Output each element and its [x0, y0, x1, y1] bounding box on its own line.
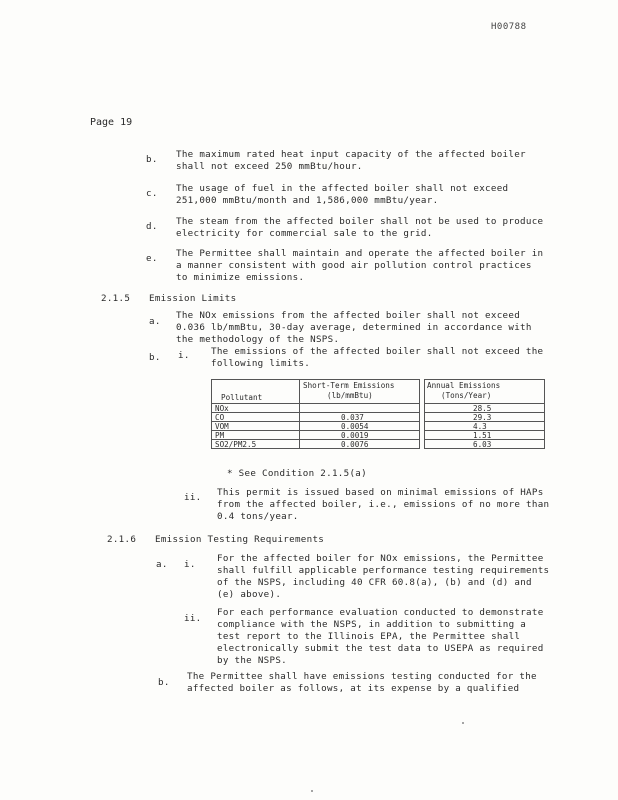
item-text: of the NSPS, including 40 CFR 60.8(a), (b) and (d) and — [217, 577, 532, 588]
cell-short-term: 0.0076 — [341, 440, 369, 449]
item-marker: b. — [149, 352, 161, 363]
column-header-short-term: Short-Term Emissions — [303, 381, 395, 390]
item-marker: d. — [146, 221, 158, 232]
cell-pollutant: PM — [215, 431, 225, 440]
item-text: 0.4 tons/year. — [217, 511, 299, 522]
column-header-annual-unit: (Tons/Year) — [441, 391, 492, 400]
item-text: affected boiler as follows, at its expense by a qualified — [187, 683, 520, 694]
item-text: electronically submit the test data to USEPA as required — [217, 643, 544, 654]
item-text: The emissions of the affected boiler shall not exceed the — [211, 346, 544, 357]
cell-annual: 29.3 — [473, 413, 492, 422]
cell-short-term: 0.037 — [341, 413, 364, 422]
item-text: 251,000 mmBtu/month and 1,586,000 mmBtu/year. — [176, 195, 439, 206]
cell-short-term: 0.0054 — [341, 422, 369, 431]
item-text: The Permittee shall maintain and operate the affected boiler in — [176, 248, 544, 259]
cell-annual: 1.51 — [473, 431, 492, 440]
item-text: (e) above). — [217, 589, 282, 600]
cell-pollutant: CO — [215, 413, 225, 422]
item-text: test report to the Illinois EPA, the Permittee shall — [217, 631, 521, 642]
item-text: The Permittee shall have emissions testing conducted for the — [187, 671, 537, 682]
cell-short-term: 0.0019 — [341, 431, 369, 440]
emission-limits-table — [211, 377, 544, 452]
item-text: compliance with the NSPS, in addition to submitting a — [217, 619, 527, 630]
table-footnote: * See Condition 2.1.5(a) — [227, 468, 367, 479]
item-text: For each performance evaluation conducted to demonstrate — [217, 607, 544, 618]
column-header-annual: Annual Emissions — [427, 381, 501, 390]
item-text: to minimize emissions. — [176, 272, 305, 283]
section-number: 2.1.6 — [107, 534, 137, 545]
cell-pollutant: SO2/PM2.5 — [215, 440, 257, 449]
scan-speck — [462, 722, 464, 724]
item-text: a manner consistent with good air pollution control practices — [176, 260, 532, 271]
item-text: 0.036 lb/mmBtu, 30-day average, determined in accordance with — [176, 322, 532, 333]
column-header-short-term-unit: (lb/mmBtu) — [327, 391, 373, 400]
section-number: 2.1.5 — [101, 293, 131, 304]
item-text: from the affected boiler, i.e., emissions of no more than — [217, 499, 550, 510]
item-marker: b. — [158, 677, 170, 688]
item-text: the methodology of the NSPS. — [176, 334, 340, 345]
item-text: The steam from the affected boiler shall not be used to produce — [176, 216, 544, 227]
item-text: by the NSPS. — [217, 655, 287, 666]
cell-annual: 28.5 — [473, 404, 492, 413]
item-marker: a. — [149, 316, 161, 327]
item-marker: ii. — [184, 492, 202, 503]
cell-annual: 4.3 — [473, 422, 487, 431]
item-sub-marker: i. — [178, 350, 190, 361]
item-text: The maximum rated heat input capacity of the affected boiler — [176, 149, 526, 160]
item-marker: b. — [146, 154, 158, 165]
item-text: shall fulfill applicable performance testing requirements — [217, 565, 550, 576]
section-title: Emission Testing Requirements — [155, 534, 325, 545]
item-marker: c. — [146, 188, 158, 199]
cell-pollutant: NOx — [215, 404, 229, 413]
item-text: For the affected boiler for NOx emissions, the Permittee — [217, 553, 544, 564]
item-text: shall not exceed 250 mmBtu/hour. — [176, 161, 363, 172]
page-number: Page 19 — [90, 117, 133, 128]
column-header-pollutant: Pollutant — [221, 393, 263, 402]
item-marker: e. — [146, 253, 158, 264]
item-text: electricity for commercial sale to the grid. — [176, 228, 433, 239]
document-id: H00788 — [491, 22, 527, 32]
cell-annual: 6.03 — [473, 440, 492, 449]
item-marker: ii. — [184, 613, 202, 624]
item-text: The usage of fuel in the affected boiler shall not exceed — [176, 183, 509, 194]
item-text: following limits. — [211, 358, 311, 369]
cell-pollutant: VOM — [215, 422, 229, 431]
item-marker: a. — [156, 559, 168, 570]
item-sub-marker: i. — [184, 559, 196, 570]
item-text: This permit is issued based on minimal emissions of HAPs — [217, 487, 544, 498]
scan-speck — [311, 790, 313, 792]
section-title: Emission Limits — [149, 293, 237, 304]
item-text: The NOx emissions from the affected boiler shall not exceed — [176, 310, 521, 321]
